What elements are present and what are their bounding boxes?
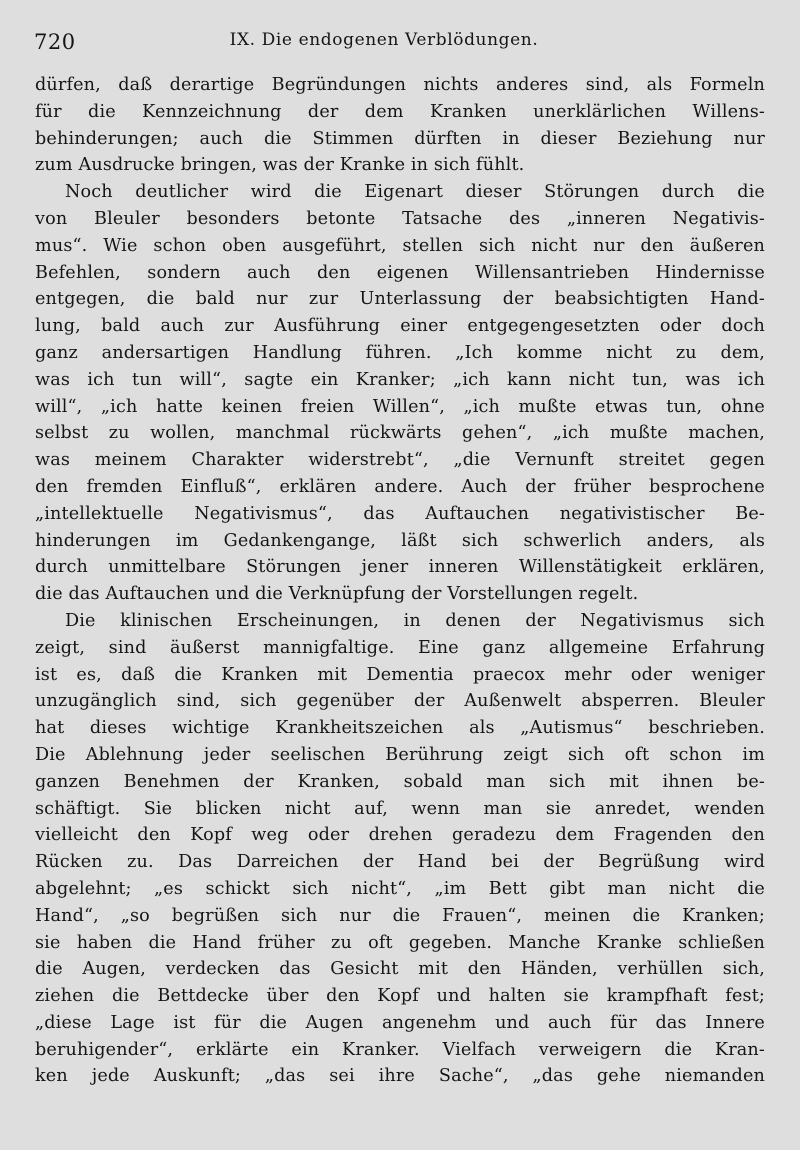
- text-line: Noch deutlicher wird die Eigenart dieser Störungen durch die: [65, 182, 765, 203]
- page-number: 720: [34, 30, 76, 54]
- text-line: Hand“, „so begrüßen sich nur die Frauen“, meinen die Kranken;: [35, 905, 765, 926]
- text-line: selbst zu wollen, manchmal rückwärts gehen“, „ich mußte machen,: [35, 423, 765, 444]
- text-line: zeigt, sind äußerst mannigfaltige. Eine ganz allgemeine Erfahrung: [35, 637, 765, 658]
- text-line: sie haben die Hand früher zu oft gegeben. Manche Kranke schließen: [35, 932, 765, 953]
- text-line: beruhigender“, erklärte ein Kranker. Vielfach verweigern die Kran-: [35, 1039, 765, 1060]
- text-line: zum Ausdrucke bringen, was der Kranke in sich fühlt.: [35, 155, 525, 176]
- text-line: Rücken zu. Das Darreichen der Hand bei der Begrüßung wird: [35, 852, 765, 873]
- body-text: [35, 72, 765, 1090]
- text-line: hinderungen im Gedankengange, läßt sich schwerlich anders, als: [35, 530, 765, 551]
- text-line: ganz andersartigen Handlung führen. „Ich komme nicht zu dem,: [35, 342, 765, 363]
- text-line: Die klinischen Erscheinungen, in denen der Negativismus sich: [65, 610, 765, 631]
- text-line: die das Auftauchen und die Verknüpfung der Vorstellungen regelt.: [35, 584, 639, 605]
- text-line: abgelehnt; „es schickt sich nicht“, „im Bett gibt man nicht die: [35, 878, 765, 899]
- text-line: hat dieses wichtige Krankheitszeichen als „Autismus“ beschrieben.: [35, 718, 765, 739]
- text-line: ziehen die Bettdecke über den Kopf und halten sie krampfhaft fest;: [35, 986, 765, 1007]
- text-line: von Bleuler besonders betonte Tatsache des „inneren Negativis-: [35, 208, 765, 229]
- text-line: ist es, daß die Kranken mit Dementia praecox mehr oder weniger: [35, 664, 765, 685]
- text-line: entgegen, die bald nur zur Unterlassung der beabsichtigten Hand-: [35, 289, 765, 310]
- text-line: durch unmittelbare Störungen jener inneren Willenstätigkeit erklären,: [35, 557, 765, 578]
- text-line: „intellektuelle Negativismus“, das Auftauchen negativistischer Be-: [35, 503, 765, 524]
- text-line: lung, bald auch zur Ausführung einer entgegengesetzten oder doch: [35, 316, 765, 337]
- text-line: „diese Lage ist für die Augen angenehm und auch für das Innere: [35, 1012, 765, 1033]
- text-line: schäftigt. Sie blicken nicht auf, wenn man sie anredet, wenden: [35, 798, 765, 819]
- page-header: [34, 28, 734, 58]
- text-line: Befehlen, sondern auch den eigenen Willensantrieben Hindernisse: [35, 262, 765, 283]
- text-line: was ich tun will“, sagte ein Kranker; „ich kann nicht tun, was ich: [35, 369, 765, 390]
- text-line: ken jede Auskunft; „das sei ihre Sache“, „das gehe niemanden: [35, 1066, 765, 1087]
- text-line: behinderungen; auch die Stimmen dürften in dieser Beziehung nur: [35, 128, 765, 149]
- text-line: den fremden Einfluß“, erklären andere. Auch der früher besprochene: [35, 476, 765, 497]
- text-line: Die Ablehnung jeder seelischen Berührung zeigt sich oft schon im: [35, 744, 765, 765]
- text-line: vielleicht den Kopf weg oder drehen geradezu dem Fragenden den: [35, 825, 765, 846]
- text-line: unzugänglich sind, sich gegenüber der Außenwelt absperren. Bleuler: [35, 691, 765, 712]
- running-head: IX. Die endogenen Verblödungen.: [229, 30, 539, 50]
- text-line: will“, „ich hatte keinen freien Willen“, „ich mußte etwas tun, ohne: [35, 396, 765, 417]
- text-line: für die Kennzeichnung der dem Kranken unerklärlichen Willens-: [35, 101, 765, 122]
- text-line: dürfen, daß derartige Begründungen nichts anderes sind, als Formeln: [35, 75, 765, 95]
- text-line: mus“. Wie schon oben ausgeführt, stellen sich nicht nur den äußeren: [35, 235, 765, 256]
- text-line: was meinem Charakter widerstrebt“, „die Vernunft streitet gegen: [35, 450, 765, 471]
- text-line: die Augen, verdecken das Gesicht mit den Händen, verhüllen sich,: [35, 959, 765, 980]
- text-line: ganzen Benehmen der Kranken, sobald man sich mit ihnen be-: [35, 771, 765, 792]
